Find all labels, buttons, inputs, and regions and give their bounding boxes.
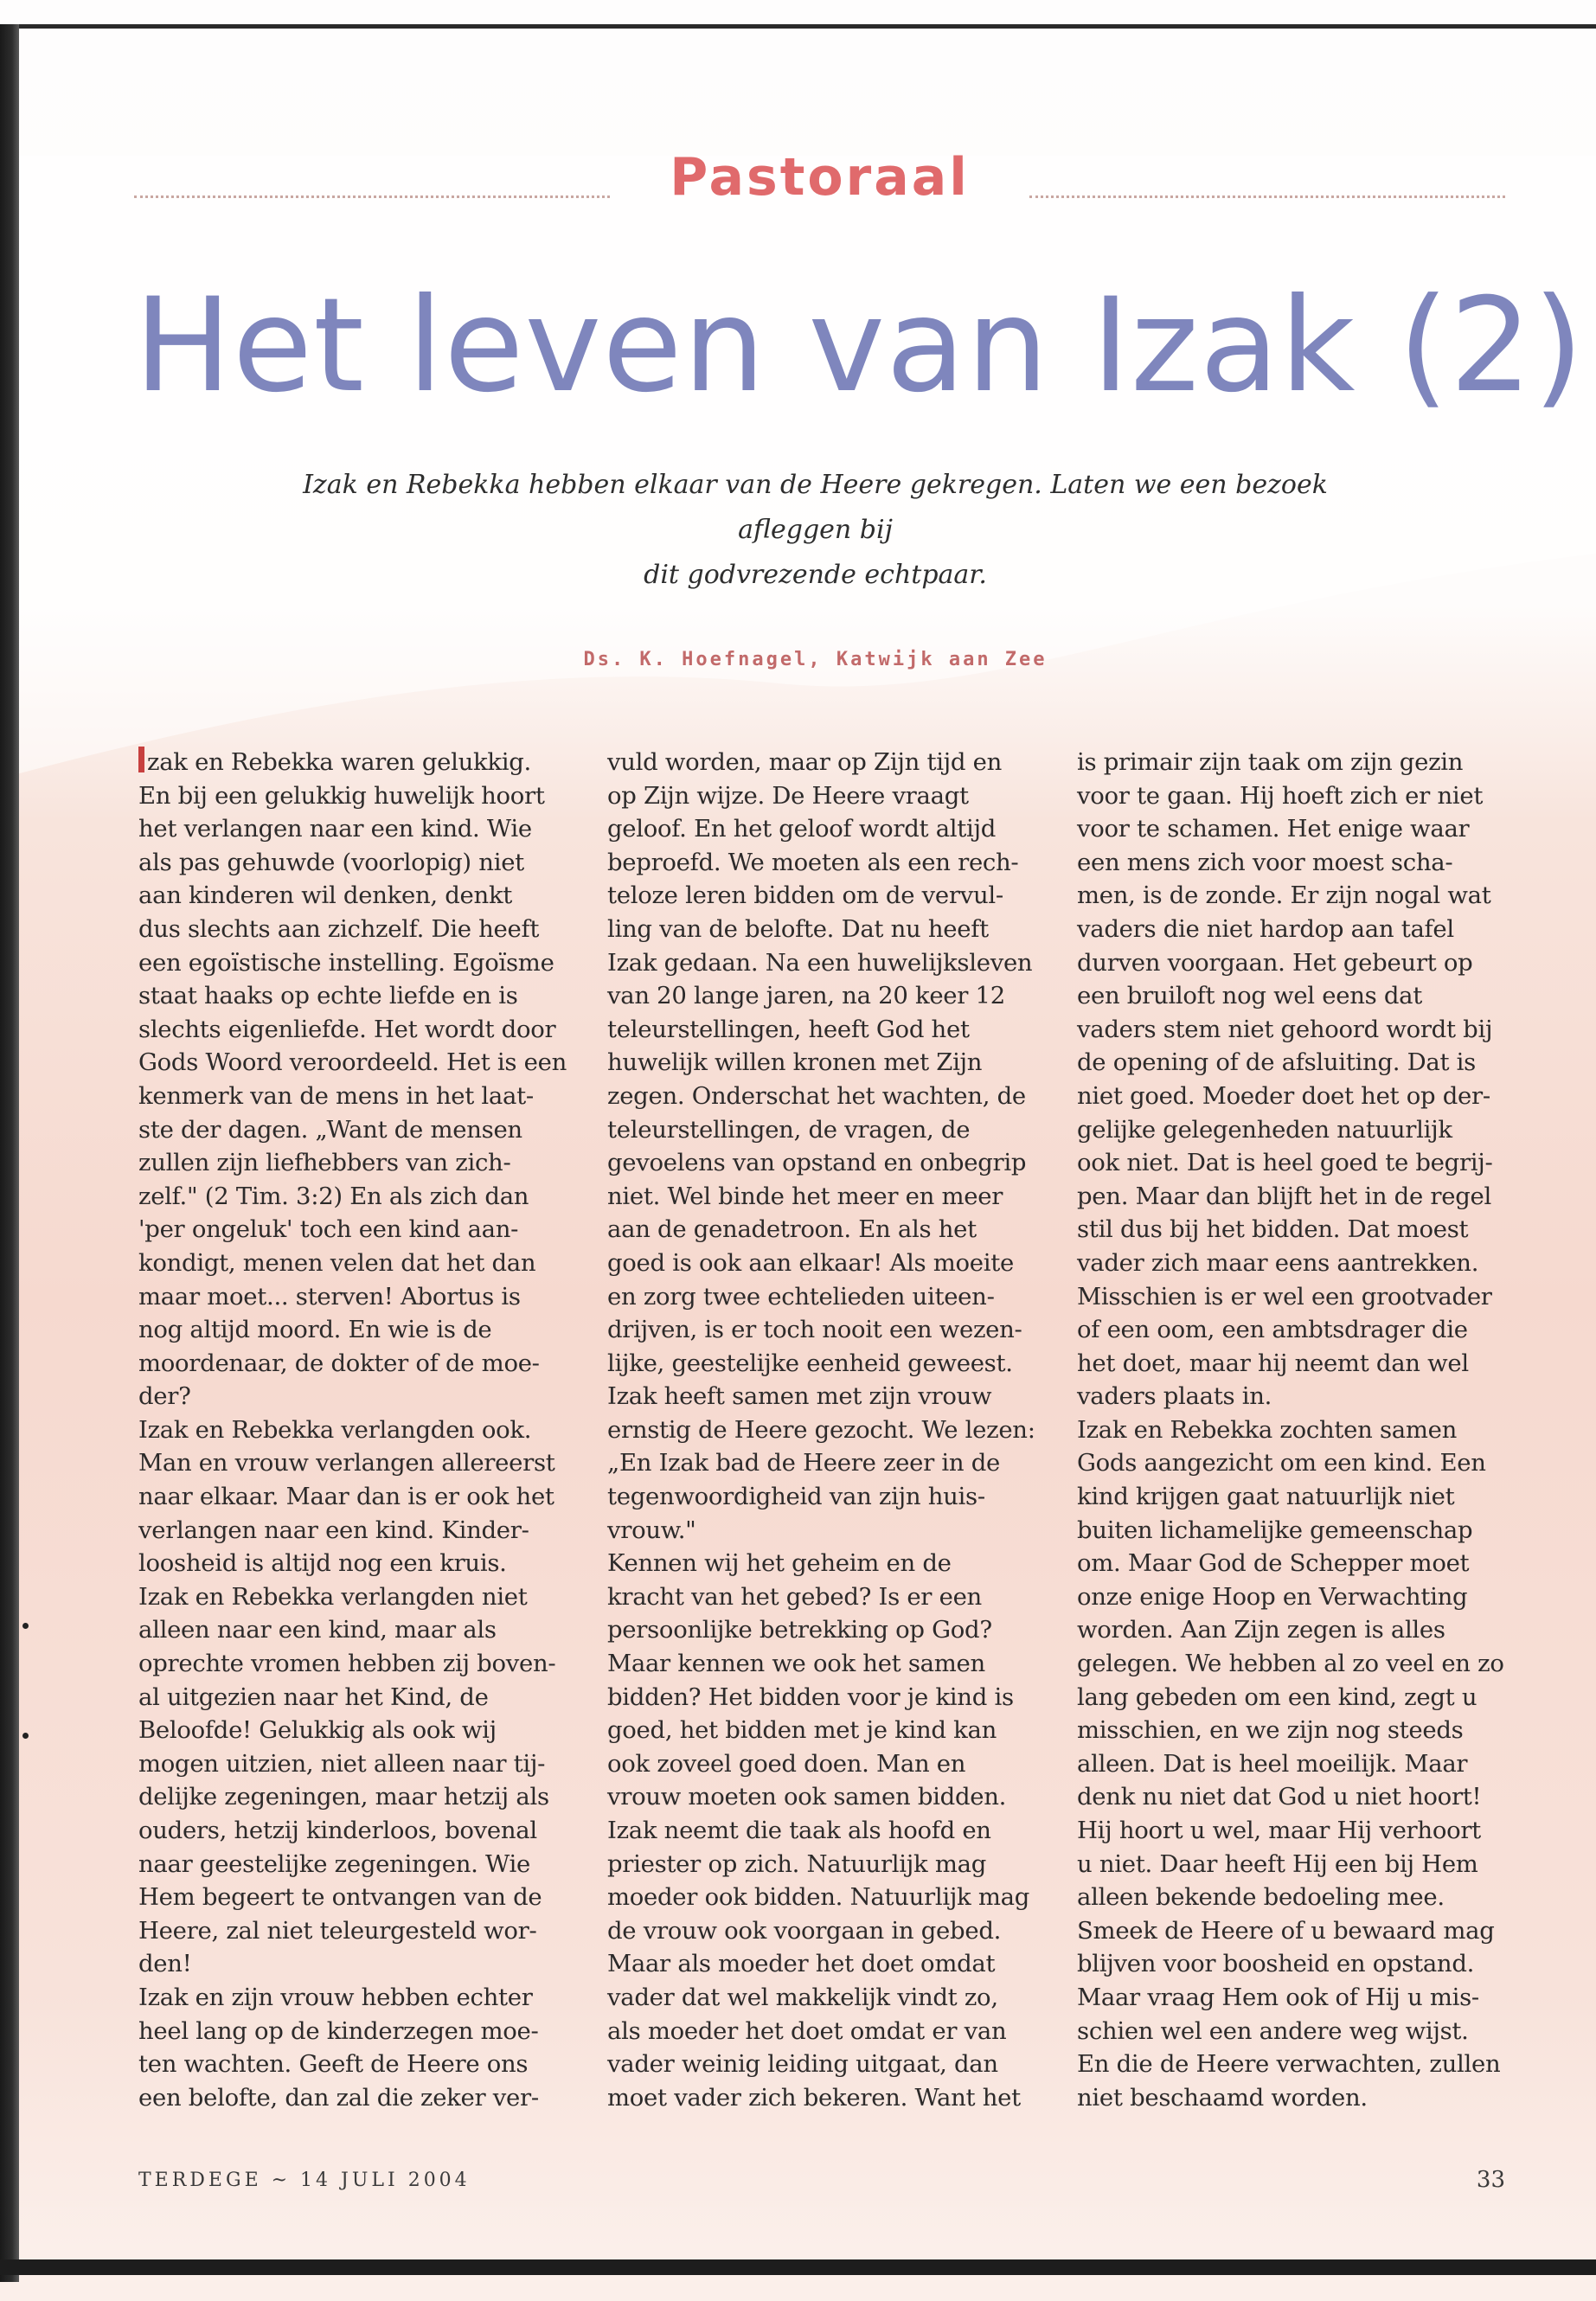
- text-line: kenmerk van de mens in het laat-: [138, 1081, 534, 1110]
- text-line: alleen bekende bedoeling mee.: [1077, 1883, 1445, 1912]
- text-line: oprechte vromen hebben zij boven-: [138, 1650, 556, 1678]
- text-line: en zorg twee echtelieden uiteen-: [607, 1282, 995, 1311]
- text-line: om. Maar God de Schepper moet: [1077, 1549, 1470, 1578]
- text-line: staat haaks op echte liefde en is: [138, 982, 518, 1010]
- text-line: buiten lichamelijke gemeenschap: [1077, 1516, 1473, 1544]
- article-author: Ds. K. Hoefnagel, Katwijk aan Zee: [583, 649, 1048, 670]
- text-line: Gods aangezicht om een kind. Een: [1077, 1449, 1486, 1477]
- text-line: men, is de zonde. Er zijn nogal wat: [1077, 881, 1491, 910]
- text-column-3: [1077, 746, 1531, 2114]
- text-line: vader zich maar eens aantrekken.: [1077, 1248, 1479, 1277]
- text-line: een bruiloft nog wel eens dat: [1077, 982, 1423, 1010]
- text-line: een egoïstische instelling. Egoïsme: [138, 948, 554, 977]
- text-line: ook niet. Dat is heel goed te begrij-: [1077, 1149, 1493, 1177]
- text-line: ernstig de Heere gezocht. We lezen:: [607, 1415, 1035, 1444]
- text-line: of een oom, een ambtsdrager die: [1077, 1316, 1468, 1344]
- dotted-rule-left: [134, 195, 610, 198]
- text-line: Izak neemt die taak als hoofd en: [607, 1817, 991, 1844]
- text-line: Gods Woord veroordeeld. Het is een: [138, 1048, 567, 1077]
- text-line: den!: [138, 1950, 192, 1978]
- text-line: der?: [138, 1382, 191, 1411]
- text-line: goed is ook aan elkaar! Als moeite: [607, 1248, 1014, 1277]
- text-line: Heere, zal niet teleurgesteld wor-: [138, 1916, 537, 1945]
- text-line: Maar vraag Hem ook of Hij u mis-: [1077, 1983, 1479, 2011]
- text-line: vaders die niet hardop aan tafel: [1077, 914, 1454, 943]
- text-line: zegen. Onderschat het wachten, de: [607, 1081, 1026, 1110]
- text-line: Hij hoort u wel, maar Hij verhoort: [1077, 1817, 1481, 1844]
- text-line: zelf." (2 Tim. 3:2) En als zich dan: [138, 1182, 529, 1210]
- text-line: huwelijk willen kronen met Zijn: [607, 1048, 983, 1077]
- text-column-1: [138, 746, 593, 2114]
- text-line: het verlangen naar een kind. Wie: [138, 815, 532, 843]
- text-line: Izak gedaan. Na een huwelijksleven: [607, 948, 1033, 977]
- text-line: is primair zijn taak om zijn gezin: [1077, 748, 1464, 776]
- text-line: zullen zijn liefhebbers van zich-: [138, 1149, 511, 1177]
- text-line: voor te gaan. Hij hoeft zich er niet: [1077, 781, 1484, 810]
- text-line: een mens zich voor moest scha-: [1077, 848, 1453, 876]
- bottom-rule: [0, 2259, 1596, 2275]
- text-line: vrouw moeten ook samen bidden.: [607, 1783, 1007, 1811]
- text-line: vaders stem niet gehoord wordt bij: [1077, 1015, 1493, 1043]
- text-line: de vrouw ook voorgaan in gebed.: [607, 1916, 1002, 1945]
- text-line: lang gebeden om een kind, zegt u: [1077, 1682, 1477, 1711]
- text-line: niet beschaamd worden.: [1077, 2083, 1368, 2112]
- text-line: het doet, maar hij neemt dan wel: [1077, 1349, 1469, 1377]
- text-line: Izak en Rebekka verlangden ook.: [138, 1415, 532, 1444]
- text-line: gelijke gelegenheden natuurlijk: [1077, 1115, 1452, 1144]
- text-line: nog altijd moord. En wie is de: [138, 1316, 492, 1344]
- article-title: Het leven van Izak (2): [134, 271, 1585, 421]
- text-line: naar geestelijke zegeningen. Wie: [138, 1849, 530, 1878]
- text-line: vader weinig leiding uitgaat, dan: [607, 2050, 998, 2079]
- text-line: slechts eigenliefde. Het wordt door: [138, 1015, 556, 1043]
- margin-mark: [22, 1733, 29, 1739]
- text-line: Kennen wij het geheim en de: [607, 1549, 952, 1578]
- text-line: denk nu niet dat God u niet hoort!: [1077, 1783, 1482, 1811]
- text-line: teloze leren bidden om de vervul-: [607, 881, 1003, 910]
- text-line: schien wel een andere weg wijst.: [1077, 2016, 1469, 2045]
- text-line: mogen uitzien, niet alleen naar tij-: [138, 1749, 546, 1778]
- text-line: delijke zegeningen, maar hetzij als: [138, 1783, 549, 1811]
- text-line: aan kinderen wil denken, denkt: [138, 881, 513, 910]
- text-line: dus slechts aan zichzelf. Die heeft: [138, 914, 540, 943]
- text-line: gelegen. We hebben al zo veel en zo: [1077, 1650, 1504, 1678]
- text-line: moordenaar, de dokter of de moe-: [138, 1349, 540, 1377]
- text-line: alleen naar een kind, maar als: [138, 1616, 497, 1644]
- text-line: „En Izak bad de Heere zeer in de: [607, 1449, 1001, 1477]
- text-line: moeder ook bidden. Natuurlijk mag: [607, 1883, 1030, 1912]
- text-line: 'per ongeluk' toch een kind aan-: [138, 1215, 519, 1244]
- page-number: 33: [1476, 2167, 1505, 2193]
- text-line: verlangen naar een kind. Kinder-: [138, 1516, 529, 1544]
- intro-line: dit godvrezende echtpaar.: [644, 560, 987, 590]
- text-line: drijven, is er toch nooit een wezen-: [607, 1316, 1022, 1344]
- text-line: goed, het bidden met je kind kan: [607, 1716, 997, 1745]
- text-line: Maar kennen we ook het samen: [607, 1650, 985, 1678]
- text-line: van 20 lange jaren, na 20 keer 12: [607, 982, 1005, 1010]
- text-line: priester op zich. Natuurlijk mag: [607, 1849, 987, 1878]
- text-line: vader dat wel makkelijk vindt zo,: [607, 1983, 998, 2011]
- text-line: niet goed. Moeder doet het op der-: [1077, 1081, 1490, 1110]
- text-line: kracht van het gebed? Is er een: [607, 1582, 982, 1611]
- text-line: heel lang op de kinderzegen moe-: [138, 2016, 539, 2045]
- text-line: als moeder het doet omdat er van: [607, 2016, 1007, 2045]
- text-line: kondigt, menen velen dat het dan: [138, 1248, 536, 1277]
- text-line: niet. Wel binde het meer en meer: [607, 1182, 1003, 1210]
- margin-mark: [22, 1623, 29, 1629]
- text-line: aan de genadetroon. En als het: [607, 1215, 977, 1244]
- text-line: een belofte, dan zal die zeker ver-: [138, 2083, 539, 2112]
- text-line: persoonlijke betrekking op God?: [607, 1616, 992, 1644]
- text-line: alleen. Dat is heel moeilijk. Maar: [1077, 1749, 1468, 1778]
- text-line: misschien, en we zijn nog steeds: [1077, 1716, 1464, 1745]
- text-line: ten wachten. Geeft de Heere ons: [138, 2050, 529, 2079]
- intro-line: Izak en Rebekka hebben elkaar van de Heere gekregen. Laten we een bezoek afleggen bij: [303, 470, 1328, 545]
- text-line: En die de Heere verwachten, zullen: [1077, 2050, 1501, 2079]
- text-line: Smeek de Heere of u bewaard mag: [1077, 1916, 1495, 1945]
- footer-publication: TERDEGE ~ 14 JULI 2004: [138, 2170, 471, 2191]
- dotted-rule-right: [1029, 195, 1505, 198]
- text-line: tegenwoordigheid van zijn huis-: [607, 1483, 985, 1511]
- text-line: durven voorgaan. Het gebeurt op: [1077, 948, 1473, 977]
- text-line: Maar als moeder het doet omdat: [607, 1950, 996, 1978]
- text-line: Izak en Rebekka zochten samen: [1077, 1415, 1458, 1444]
- text-line: Man en vrouw verlangen allereerst: [138, 1449, 555, 1477]
- text-line: u niet. Daar heeft Hij een bij Hem: [1077, 1849, 1478, 1878]
- text-line: En bij een gelukkig huwelijk hoort: [138, 781, 545, 810]
- text-line: ling van de belofte. Dat nu heeft: [607, 914, 989, 943]
- text-line: vaders plaats in.: [1077, 1382, 1272, 1411]
- section-header: [134, 147, 1505, 216]
- top-rule: [17, 24, 1596, 29]
- text-line: blijven voor boosheid en opstand.: [1077, 1950, 1475, 1978]
- text-line: teleurstellingen, de vragen, de: [607, 1115, 971, 1144]
- text-line: gevoelens van opstand en onbegrip: [607, 1149, 1027, 1177]
- text-line: naar elkaar. Maar dan is er ook het: [138, 1483, 554, 1511]
- text-line: geloof. En het geloof wordt altijd: [607, 815, 997, 843]
- text-line: onze enige Hoop en Verwachting: [1077, 1582, 1468, 1611]
- text-line: Misschien is er wel een grootvader: [1077, 1282, 1492, 1311]
- text-line: worden. Aan Zijn zegen is alles: [1077, 1616, 1445, 1644]
- text-line: bidden? Het bidden voor je kind is: [607, 1682, 1014, 1711]
- text-line: vuld worden, maar op Zijn tijd en: [607, 748, 1003, 776]
- text-line: ouders, hetzij kinderloos, bovenal: [138, 1817, 537, 1844]
- text-line: ook zoveel goed doen. Man en: [607, 1749, 966, 1778]
- text-column-2: [607, 746, 1061, 2114]
- text-line: de opening of de afsluiting. Dat is: [1077, 1048, 1476, 1077]
- text-line: vrouw.": [607, 1516, 696, 1544]
- text-line: beproefd. We moeten als een rech-: [607, 848, 1019, 876]
- text-line: moet vader zich bekeren. Want het: [607, 2083, 1021, 2112]
- text-line: lijke, geestelijke eenheid geweest.: [607, 1349, 1013, 1377]
- text-line: loosheid is altijd nog een kruis.: [138, 1549, 507, 1578]
- text-line: pen. Maar dan blijft het in de regel: [1077, 1182, 1491, 1210]
- text-line: Izak en zijn vrouw hebben echter: [138, 1983, 533, 2011]
- text-line: maar moet... sterven! Abortus is: [138, 1282, 521, 1311]
- text-line: als pas gehuwde (voorlopig) niet: [138, 848, 524, 876]
- text-line: op Zijn wijze. De Heere vraagt: [607, 781, 969, 810]
- text-line: voor te schamen. Het enige waar: [1077, 815, 1470, 843]
- dropcap-bar: [138, 747, 144, 772]
- text-line: al uitgezien naar het Kind, de: [138, 1682, 489, 1711]
- section-label: Pastoraal: [670, 147, 970, 208]
- text-line: Hem begeert te ontvangen van de: [138, 1883, 542, 1912]
- text-line: kind krijgen gaat natuurlijk niet: [1077, 1483, 1455, 1511]
- text-line: Izak en Rebekka verlangden niet: [138, 1582, 528, 1611]
- scan-edge-bar: [0, 24, 19, 2282]
- article-intro: [260, 463, 1371, 598]
- text-line: stil dus bij het bidden. Dat moest: [1077, 1215, 1469, 1244]
- text-line: Beloofde! Gelukkig als ook wij: [138, 1716, 497, 1745]
- text-line: zak en Rebekka waren gelukkig.: [138, 746, 593, 779]
- text-line: Izak heeft samen met zijn vrouw: [607, 1382, 992, 1411]
- text-line: teleurstellingen, heeft God het: [607, 1015, 970, 1043]
- text-line: ste der dagen. „Want de mensen: [138, 1115, 522, 1144]
